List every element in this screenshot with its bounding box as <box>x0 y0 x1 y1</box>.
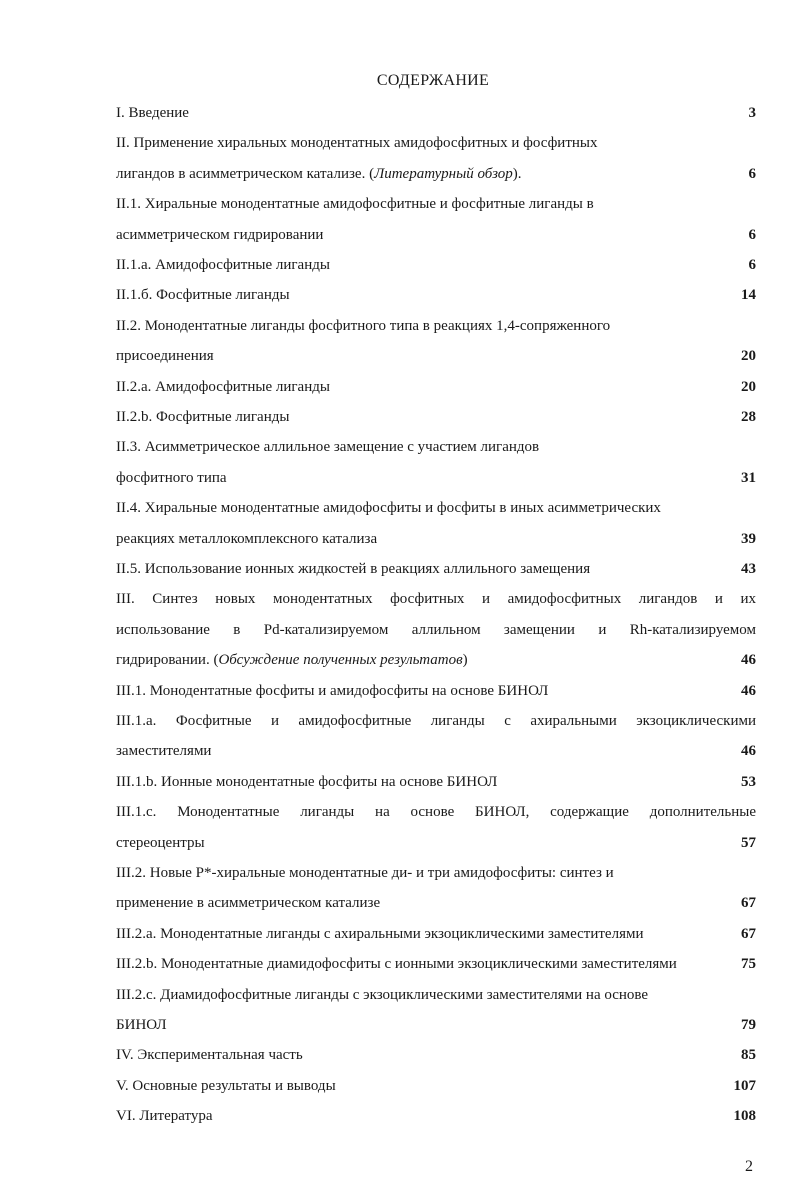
toc-entry-text: применение в асимметрическом катализе <box>116 895 381 912</box>
toc-entry <box>116 682 756 700</box>
toc-entry-text-part: ) <box>462 652 468 669</box>
toc-entry <box>116 894 756 912</box>
toc-page-number: 108 <box>733 1108 756 1125</box>
toc-entry-text-part: ). <box>512 165 522 182</box>
toc-page-number: 43 <box>741 561 756 577</box>
toc-entry-text: II.1.б. Фосфитные лиганды <box>116 287 290 304</box>
toc-entry <box>116 347 756 365</box>
toc-entry-text: II.5. Использование ионных жидкостей в реакциях аллильного замещения <box>116 561 591 577</box>
toc-page-number: 107 <box>733 1077 756 1094</box>
toc-entry-text: II.2. Монодентатные лиганды фосфитного типа в реакциях 1,4-сопряженного <box>116 317 611 334</box>
toc-page-number: 67 <box>741 895 756 912</box>
toc-entry-text: III.1.b. Ионные монодентатные фосфиты на основе БИНОЛ <box>116 773 498 790</box>
toc-entry-text: реакциях металлокомплексного катализа <box>116 530 378 547</box>
toc-page-number: 53 <box>741 773 756 790</box>
toc-page-number: 75 <box>741 956 756 973</box>
toc-entry <box>116 803 756 821</box>
toc-page-number: 28 <box>741 409 756 425</box>
toc-entry <box>116 773 756 791</box>
toc-entry-text: БИНОЛ <box>116 1017 167 1033</box>
toc-entry-text: V. Основные результаты и выводы <box>116 1077 336 1094</box>
toc-entry <box>116 530 756 548</box>
toc-entry-text-part: гидрировании. ( <box>116 652 219 669</box>
toc-entry-text: I. Введение <box>116 105 189 121</box>
toc-entry <box>116 195 756 213</box>
toc-entry <box>116 925 756 943</box>
toc-page-number: 6 <box>748 165 756 182</box>
toc-entry-text: II.1.а. Амидофосфитные лиганды <box>116 257 330 273</box>
toc-entry <box>116 499 756 517</box>
toc-entry <box>116 226 756 244</box>
page-title: СОДЕРЖАНИЕ <box>376 72 490 89</box>
toc-page-number: 46 <box>741 652 756 669</box>
toc-entry <box>116 651 756 669</box>
toc-entry <box>116 408 756 426</box>
toc-entry <box>116 317 756 335</box>
toc-entry-text <box>116 166 522 182</box>
toc-entry-text: III.2.a. Монодентатные лиганды с ахиральными экзоциклическими заместителями <box>116 925 644 942</box>
toc-entry-text: III.1.c. Монодентатные лиганды на основе БИНОЛ, содержащие дополнительные <box>116 804 756 821</box>
toc-entry-text: II.2.b. Фосфитные лиганды <box>116 409 290 425</box>
toc-page-number: 31 <box>741 469 756 486</box>
toc-entry <box>116 286 756 304</box>
toc-entry-text: асимметрическом гидрировании <box>116 226 324 243</box>
toc-entry-italic: Литературный обзор <box>374 165 513 182</box>
toc-entry-text: присоединения <box>116 348 214 365</box>
toc-entry <box>116 712 756 730</box>
toc-page-number: 85 <box>741 1047 756 1064</box>
toc-entry-text: II.3. Асимметрическое аллильное замещение с участием лигандов <box>116 439 540 456</box>
toc-entry-text: IV. Экспериментальная часть <box>116 1047 303 1064</box>
toc-page-number: 46 <box>741 682 756 699</box>
toc-entry <box>116 621 756 639</box>
toc-entry-text: III.2.c. Диамидофосфитные лиганды с экзоциклическими заместителями на основе <box>116 986 649 1003</box>
toc-page-number: 67 <box>741 925 756 942</box>
toc-entry <box>116 1016 756 1034</box>
toc-page-number: 39 <box>741 530 756 547</box>
toc-entry-text: VI. Литература <box>116 1108 213 1125</box>
toc-entry <box>116 590 756 608</box>
toc-entry <box>116 560 756 578</box>
toc-entry-text: III. Синтез новых монодентатных фосфитных и амидофосфитных лигандов и их <box>116 591 756 608</box>
page-number: 2 <box>745 1158 753 1175</box>
toc-page-number: 14 <box>741 287 756 304</box>
toc-entry-text: II.2.a. Амидофосфитные лиганды <box>116 378 330 395</box>
toc-entry-italic: Обсуждение полученных результатов <box>218 652 463 669</box>
toc-entry <box>116 1107 756 1125</box>
toc-entry <box>116 104 756 122</box>
toc-entry <box>116 134 756 152</box>
toc-page-number: 6 <box>748 226 756 243</box>
toc-entry <box>116 378 756 396</box>
toc-entry-text: III.2. Новые Р*-хиральные монодентатные ди- и три амидофосфиты: синтез и <box>116 865 614 881</box>
toc-entry <box>116 1077 756 1095</box>
toc-entry-text: использование в Pd-катализируемом аллильном замещении и Rh-катализируемом <box>116 621 756 638</box>
toc-page-number: 57 <box>741 834 756 851</box>
toc-page-number: 20 <box>741 348 756 365</box>
toc-entry-text: II.4. Хиральные монодентатные амидофосфиты и фосфиты в иных асимметрических <box>116 500 661 517</box>
toc-entry <box>116 742 756 760</box>
toc-entry-text: II.1. Хиральные монодентатные амидофосфитные и фосфитные лиганды в <box>116 196 594 213</box>
toc-entry <box>116 955 756 973</box>
toc-entry <box>116 1046 756 1064</box>
toc-entry-text: III.1.a. Фосфитные и амидофосфитные лиганды с ахиральными экзоциклическими <box>116 713 756 729</box>
toc-entry-text: III.2.b. Монодентатные диамидофосфиты с ионными экзоциклическими заместителями <box>116 956 677 973</box>
toc-page-number: 3 <box>748 105 756 121</box>
toc-entry <box>116 165 756 183</box>
toc-page-number: 6 <box>748 257 756 273</box>
toc-entry <box>116 834 756 852</box>
toc-entry <box>116 469 756 487</box>
toc-entry-text: фосфитного типа <box>116 469 227 486</box>
toc-page-number: 46 <box>741 743 756 760</box>
toc-entry <box>116 438 756 456</box>
toc-entry <box>116 986 756 1004</box>
toc-entry <box>116 256 756 274</box>
toc-entry-text-part: лигандов в асимметрическом катализе. ( <box>116 165 375 182</box>
toc-page-number: 20 <box>741 378 756 395</box>
toc-page-number: 79 <box>741 1017 756 1033</box>
toc-entry-text: заместителями <box>116 743 212 760</box>
toc-entry-text <box>116 652 468 668</box>
toc-entry <box>116 864 756 882</box>
toc-entry-text: III.1. Монодентатные фосфиты и амидофосфиты на основе БИНОЛ <box>116 682 549 699</box>
toc-entry-text: стереоцентры <box>116 834 205 851</box>
toc-entry-text: II. Применение хиральных монодентатных амидофосфитных и фосфитных <box>116 135 598 152</box>
